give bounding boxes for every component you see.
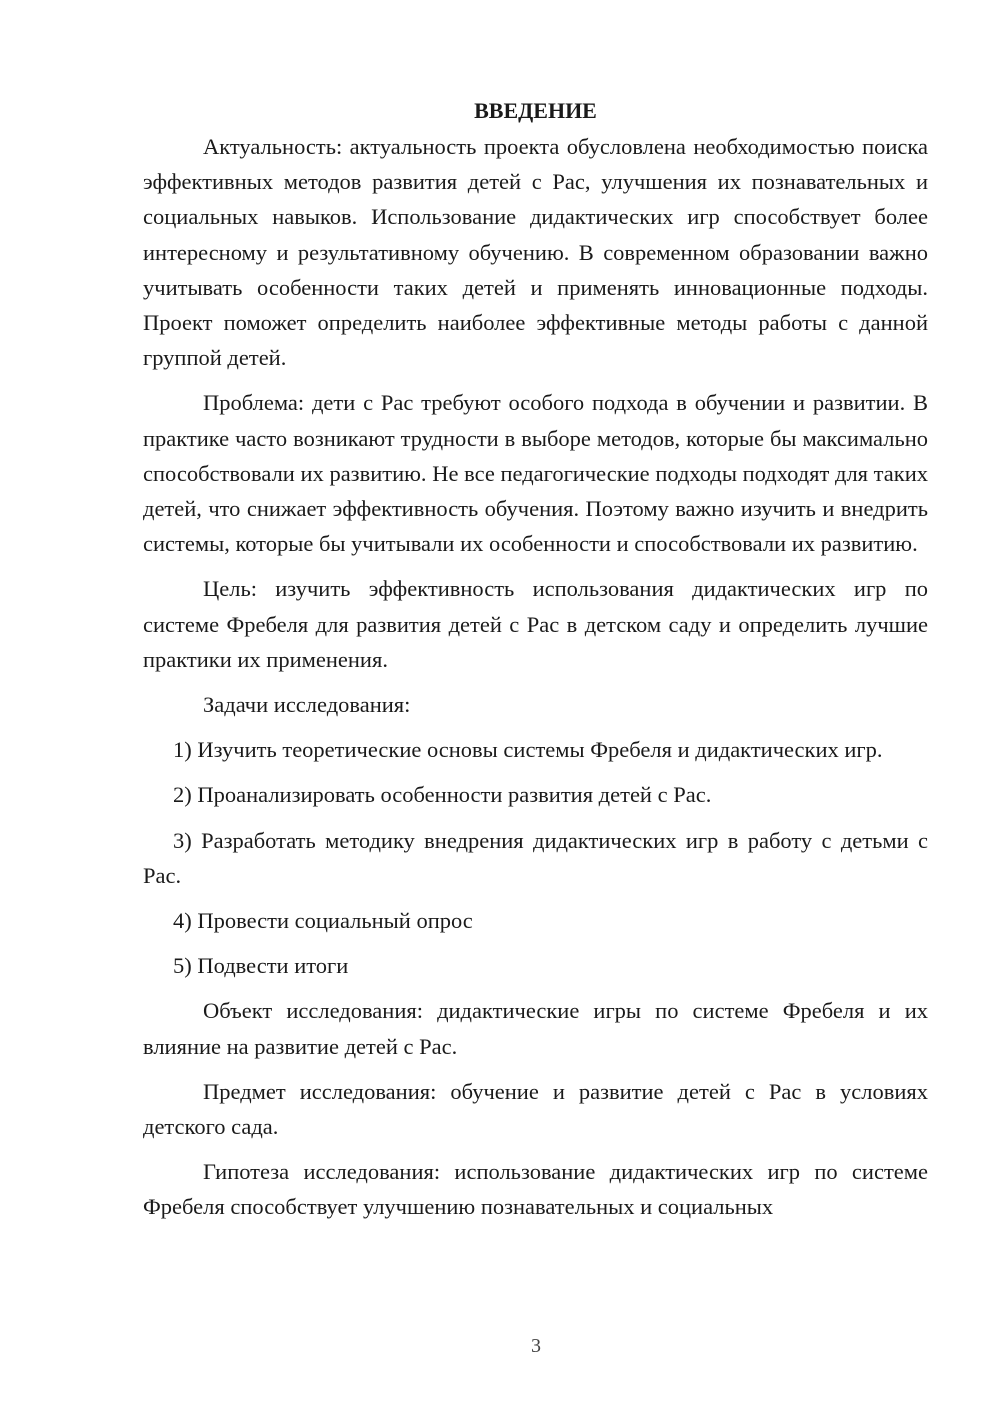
- list-item: 3) Разработать методику внедрения дидактических игр в работу с детьми с Рас.: [143, 827, 928, 888]
- list-item: 5) Подвести итоги: [173, 953, 349, 979]
- paragraph-relevance: Актуальность: актуальность проекта обусловлена необходимостью поиска эффективных методов развития детей с Рас, улучшения их познавательных и социальных навыков. Использование дидактических игр способствует более интересному и результативному обучению. В современном образовании важно учитывать особенности таких детей и применять инновационные подходы. Проект поможет определить наиболее эффективные методы работы с данной группой детей.: [143, 134, 928, 371]
- list-item: 4) Провести социальный опрос: [173, 908, 473, 934]
- document-page: [143, 95, 928, 1235]
- section-heading: ВВЕДЕНИЕ: [474, 98, 597, 123]
- paragraph-problem: Проблема: дети с Рас требуют особого подхода в обучении и развитии. В практике часто возникают трудности в выборе методов, которые бы максимально способствовали их развитию. Не все педагогические подходы подходят для таких детей, что снижает эффективность обучения. Поэтому важно изучить и внедрить системы, которые бы учитывали их особенности и способствовали их развитию.: [143, 390, 928, 557]
- paragraph-object: Объект исследования: дидактические игры по системе Фребеля и их влияние на развитие детей с Рас.: [143, 998, 928, 1059]
- page-number: 3: [531, 1335, 541, 1357]
- paragraph-tasks-title: Задачи исследования:: [203, 692, 411, 718]
- paragraph-subject: Предмет исследования: обучение и развитие детей с Рас в условиях детского сада.: [143, 1078, 928, 1140]
- paragraph-goal: Цель: изучить эффективность использования дидактических игр по системе Фребеля для развития детей с Рас в детском саду и определить лучшие практики их применения.: [143, 576, 928, 672]
- list-item: 2) Проанализировать особенности развития детей с Рас.: [173, 782, 712, 808]
- paragraph-hypothesis: Гипотеза исследования: использование дидактических игр по системе Фребеля способствует улучшению познавательных и социальных: [143, 1159, 928, 1220]
- list-item: 1) Изучить теоретические основы системы Фребеля и дидактических игр.: [173, 737, 883, 763]
- tasks-list: [143, 732, 928, 983]
